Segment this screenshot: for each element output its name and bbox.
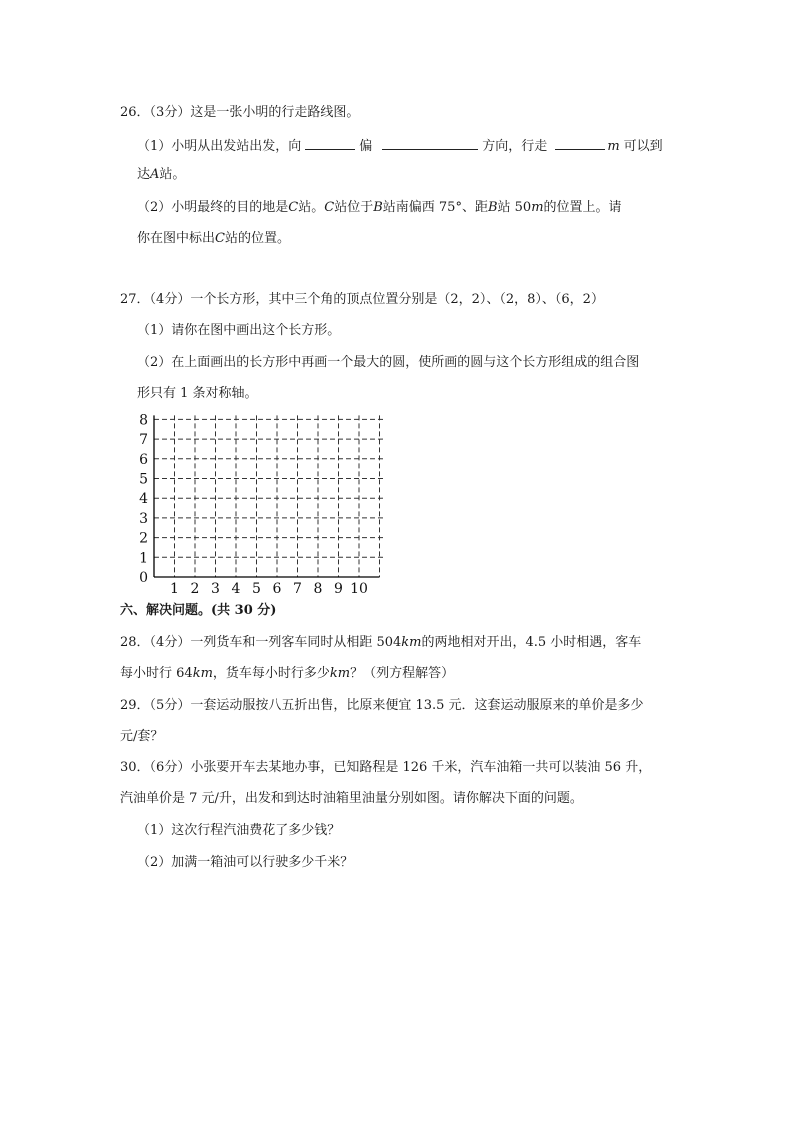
y-tick-label: 3 — [139, 510, 148, 527]
q26-p1-text-c: 方向，行走 — [482, 139, 548, 154]
coordinate-grid[interactable] — [134, 405, 394, 597]
grid-lines — [154, 415, 386, 577]
q26-p2-text-a: （2）小明最终的目的地是 — [137, 200, 289, 215]
x-tick-label: 7 — [293, 581, 302, 597]
q26-part1-line2 — [137, 166, 185, 184]
q26-part2-line1 — [137, 199, 622, 217]
q28-unit-km2: km — [192, 666, 213, 681]
q26-p2-b2: B — [487, 200, 498, 215]
q26-p1-station-a: A — [150, 167, 160, 182]
q26-p2-text-l: 你在图中标出 — [137, 231, 216, 246]
q28-unit-km1: km — [401, 635, 422, 650]
y-tick-label: 6 — [139, 451, 148, 468]
q28-text-d: 每小时行 64 — [120, 666, 193, 681]
x-tick-label: 9 — [334, 581, 343, 597]
section-6-heading: 六、解决问题。(共 30 分) — [120, 603, 277, 618]
x-tick-label: 6 — [272, 581, 282, 597]
y-tick-label: 4 — [139, 491, 148, 508]
x-tick-label: 3 — [211, 581, 220, 597]
x-tick-label: 1 — [170, 581, 179, 597]
y-tick-label: 1 — [139, 550, 148, 567]
q26-part2-line2 — [137, 230, 290, 248]
q26-blank-distance[interactable] — [555, 135, 605, 150]
y-tick-label: 7 — [139, 432, 148, 449]
q28-line2 — [120, 665, 454, 683]
x-tick-label: 2 — [190, 581, 200, 597]
q30-line1: 30．（6分）小张要开车去某地办事，已知路程是 126 千米，汽车油箱一共可以装油 56 升， — [120, 760, 652, 775]
q28-text-h: ？（列方程解答） — [350, 666, 455, 681]
q26-p1-text-e: 可以到 — [623, 139, 663, 154]
q26-p2-text-e: 站位于 — [334, 200, 374, 215]
q30-part1: （1）这次行程汽油费花了多少钱？ — [137, 823, 341, 838]
q27-part2-line2: 形只有 1 条对称轴。 — [137, 386, 258, 401]
x-tick-label: 5 — [252, 581, 261, 597]
q26-p1-unit: m — [607, 139, 620, 154]
y-tick-label: 2 — [139, 530, 148, 547]
q26-p2-text-i: 站 50 — [497, 200, 532, 215]
q26-blank-direction-1[interactable] — [305, 135, 355, 150]
q27-part1: （1）请你在图中画出这个长方形。 — [137, 323, 341, 338]
q28-unit-km3: km — [329, 666, 351, 681]
q26-p1-text-h: 站。 — [159, 167, 186, 182]
q26-part1-line1 — [137, 135, 663, 156]
grid-labels — [139, 412, 368, 597]
x-tick-label: 4 — [231, 581, 241, 597]
q28-text-f: ，货车每小时行多少 — [212, 666, 330, 681]
q28-text-a: 28．（4分）一列货车和一列客车同时从相距 504 — [120, 635, 402, 650]
q26-p2-text-g: 站南偏西 75°、距 — [382, 200, 488, 215]
x-tick-label: 10 — [350, 581, 368, 597]
origin-label: 0 — [139, 570, 148, 586]
q29-line2: 元/套？ — [120, 729, 164, 744]
q27-heading: 27．（4分）一个长方形，其中三个角的顶点位置分别是（2，2）、（2，8）、（6，2） — [120, 292, 604, 307]
y-tick-label: 5 — [139, 471, 148, 488]
q29-line1: 29．（5分）一套运动服按八五折出售，比原来便宜 13.5 元．这套运动服原来的单价是多少 — [120, 698, 644, 713]
q26-p2-text-k: 的位置上。请 — [543, 200, 622, 215]
y-tick-label: 8 — [139, 412, 148, 429]
q30-line2: 汽油单价是 7 元/升，出发和到达时油箱里油量分别如图。请你解决下面的问题。 — [120, 791, 583, 806]
q26-blank-direction-2[interactable] — [382, 135, 478, 150]
q26-p2-text-n: 站的位置。 — [224, 231, 290, 246]
q26-heading: 26．（3分）这是一张小明的行走路线图。 — [120, 105, 360, 120]
q26-p1-text-b: 偏 — [359, 139, 373, 154]
grid-axes — [154, 415, 380, 577]
q26-p1-text-f: 达 — [137, 167, 151, 182]
q26-p2-c2: C — [324, 200, 335, 215]
x-tick-label: 8 — [313, 581, 323, 597]
q26-p2-text-c: 站。 — [298, 200, 325, 215]
q27-part2-line1: （2）在上面画出的长方形中再画一个最大的圆，使所画的圆与这个长方形组成的组合图 — [137, 355, 640, 370]
q26-p1-text-a: （1）小明从出发站出发，向 — [137, 139, 302, 154]
q26-p2-b1: B — [373, 200, 383, 215]
q26-p2-c1: C — [288, 200, 299, 215]
q26-p2-unit-m: m — [531, 200, 544, 215]
q26-p2-c3: C — [215, 231, 225, 246]
q28-line1 — [120, 634, 641, 652]
q30-part2: （2）加满一箱油可以行驶多少千米？ — [137, 855, 354, 870]
q28-text-c: 的两地相对开出，4.5 小时相遇，客车 — [421, 635, 642, 650]
